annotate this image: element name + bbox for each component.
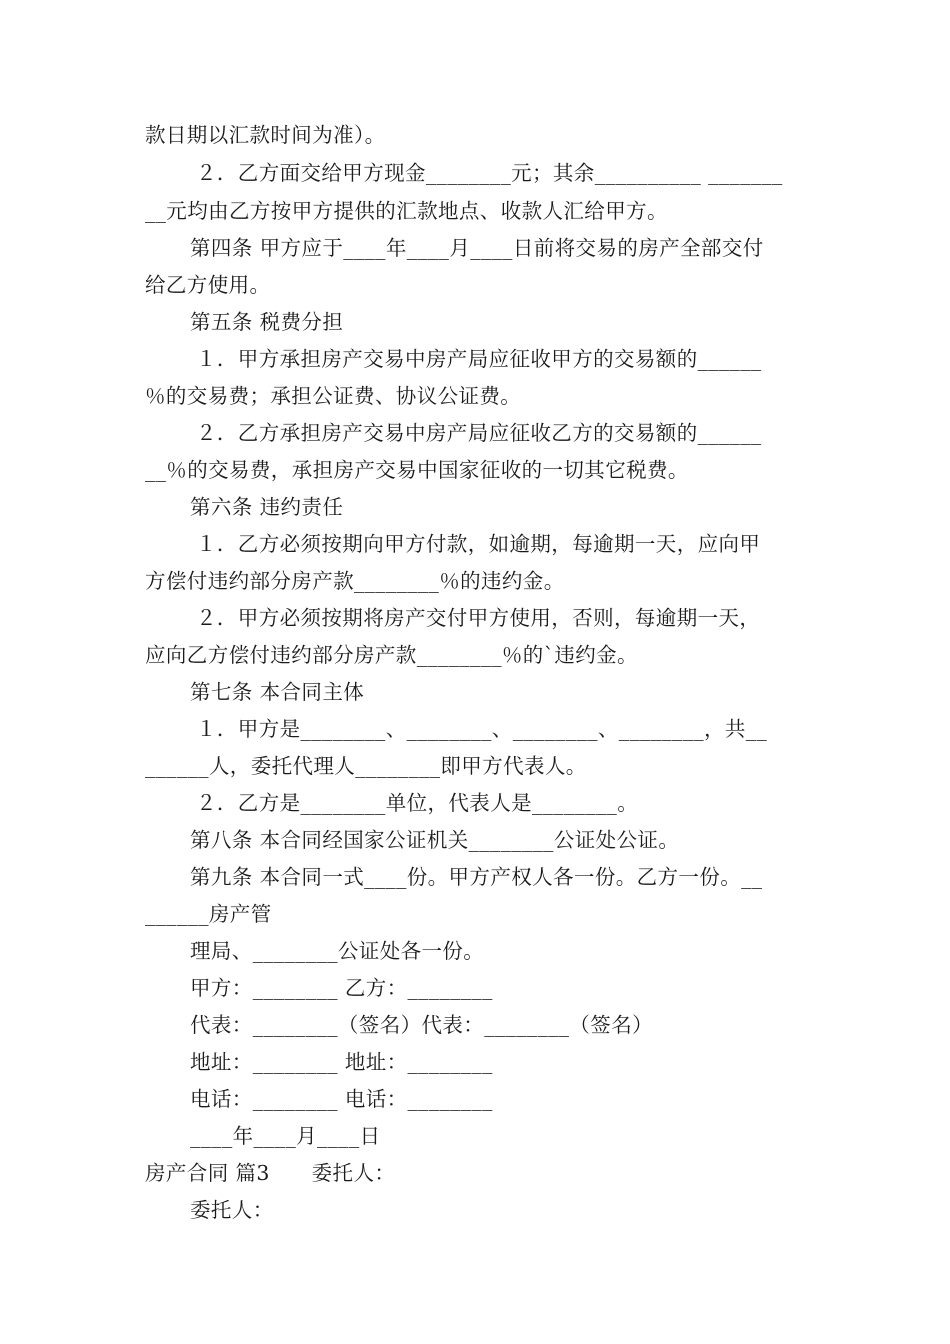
text-line: 第五条 税费分担 [190, 310, 344, 334]
text-line: ２．乙方承担房产交易中房产局应征收乙方的交易额的______ [196, 421, 762, 445]
text-line: 理局、________公证处各一份。 [190, 939, 485, 963]
text-line: 代表：________（签名）代表：________（签名） [190, 1013, 653, 1037]
text-line: 委托人： [190, 1198, 274, 1222]
text-line: ______人，委托代理人________即甲方代表人。 [145, 754, 587, 778]
text-line: １．乙方必须按期向甲方付款，如逾期，每逾期一天，应向甲 [196, 532, 761, 556]
text-line: __％的交易费，承担房产交易中国家征收的一切其它税费。 [145, 458, 689, 482]
text-line: 甲方：________ 乙方：________ [190, 976, 493, 1000]
text-line: 地址：________ 地址：________ [190, 1050, 493, 1074]
text-line: ____年____月____日 [190, 1124, 381, 1148]
text-line: 第八条 本合同经国家公证机关________公证处公证。 [190, 828, 680, 852]
text-line: 第四条 甲方应于____年____月____日前将交易的房产全部交付 [190, 236, 764, 260]
text-line: ２．乙方是________单位，代表人是________。 [196, 791, 639, 815]
text-line: __元均由乙方按甲方提供的汇款地点、收款人汇给甲方。 [145, 199, 668, 223]
text-line: 款日期以汇款时间为准）。 [145, 123, 386, 147]
text-line: ______房产管 [145, 902, 272, 926]
text-line: ２．乙方面交给甲方现金________元；其余__________ _______ [196, 161, 783, 185]
text-line: ２．甲方必须按期将房产交付甲方使用，否则，每逾期一天， [196, 606, 761, 630]
text-line: 第七条 本合同主体 [190, 680, 365, 704]
text-line: 第六条 违约责任 [190, 495, 344, 519]
text-line: １．甲方是________、________、________、________，共__ [196, 717, 768, 741]
text-line: ％的交易费；承担公证费、协议公证费。 [145, 384, 522, 408]
text-line: 应向乙方偿付违约部分房产款________％的`违约金。 [145, 643, 638, 667]
text-line: 房产合同 篇3 委托人： [145, 1161, 396, 1185]
text-line: 给乙方使用。 [145, 273, 271, 297]
text-line: 方偿付违约部分房产款________％的违约金。 [145, 569, 565, 593]
text-line: 电话：________ 电话：________ [190, 1087, 493, 1111]
text-line: １．甲方承担房产交易中房产局应征收甲方的交易额的______ [196, 347, 762, 371]
text-line: 第九条 本合同一式____份。甲方产权人各一份。乙方一份。__ [190, 865, 763, 889]
